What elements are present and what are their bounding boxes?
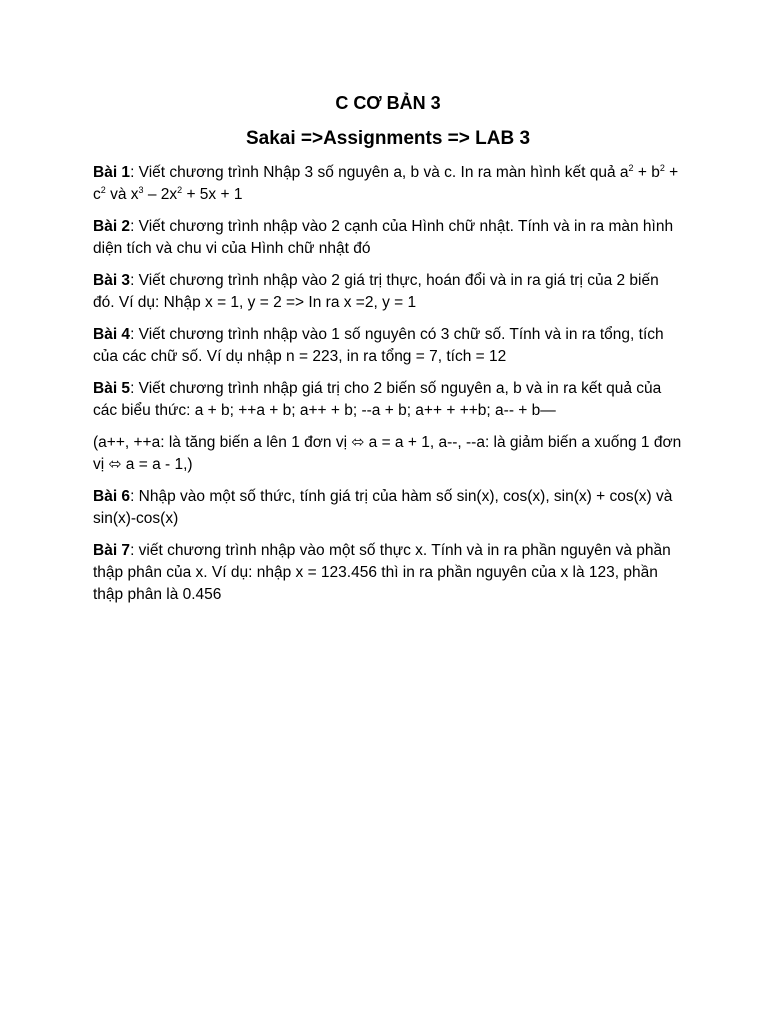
exercise-5-label: Bài 5 bbox=[93, 380, 131, 397]
exercise-4-label: Bài 4 bbox=[93, 326, 131, 343]
exercise-4 bbox=[93, 324, 683, 368]
exercise-7 bbox=[93, 540, 683, 606]
exercise-3 bbox=[93, 270, 683, 314]
exercise-1-text-part: + b bbox=[633, 164, 660, 181]
exercise-2-text: : Viết chương trình nhập vào 2 cạnh của Hình chữ nhật. Tính và in ra màn hình diện tích và chu vi của Hình chữ nhật đó bbox=[93, 218, 674, 257]
exercise-3-text: : Viết chương trình nhập vào 2 giá trị thực, hoán đổi và in ra giá trị của 2 biến đó. Ví dụ: Nhập x = 1, y = 2 => In ra x =2, y = 1 bbox=[93, 272, 659, 311]
exponent: 3 bbox=[138, 184, 144, 195]
exercise-2 bbox=[93, 216, 683, 260]
exercise-4-text: : Viết chương trình nhập vào 1 số nguyên có 3 chữ số. Tính và in ra tổng, tích của các chữ số. Ví dụ nhập n = 223, in ra tổng = 7, tích = 12 bbox=[93, 326, 664, 365]
document-page bbox=[93, 90, 683, 616]
exercise-7-text: : viết chương trình nhập vào một số thực x. Tính và in ra phần nguyên và phần thập phân của x. Ví dụ: nhập x = 123.456 thì in ra phần nguyên của x là 123, phần thập phân là 0.456 bbox=[93, 542, 671, 603]
exercise-1-text-part: và x bbox=[105, 186, 139, 203]
exercise-1-text-part: : Viết chương trình Nhập 3 số nguyên a, b và c. In ra màn hình kết quả a bbox=[130, 164, 629, 181]
exponent: 2 bbox=[177, 184, 183, 195]
exercise-1-label: Bài 1 bbox=[93, 164, 131, 181]
exercise-6-label: Bài 6 bbox=[93, 488, 131, 505]
exercise-6 bbox=[93, 486, 683, 530]
exercise-5-text: : Viết chương trình nhập giá trị cho 2 biến số nguyên a, b và in ra kết quả của các biểu thức: a + b; ++a + b; a++ + b; --a + b; a++ + ++b; a-- + b— bbox=[93, 380, 662, 419]
exercise-1 bbox=[93, 162, 683, 206]
exercise-7-label: Bài 7 bbox=[93, 542, 131, 559]
exercise-1-text-part: – 2x bbox=[143, 186, 178, 203]
exercise-1-text-part: + c bbox=[93, 164, 679, 203]
exponent: 2 bbox=[628, 162, 634, 173]
exponent: 2 bbox=[659, 162, 665, 173]
exercise-5 bbox=[93, 378, 683, 422]
exercise-1-text-part: + 5x + 1 bbox=[182, 186, 243, 203]
exercise-5-note: (a++, ++a: là tăng biến a lên 1 đơn vị ⬄ a = a + 1, a--, --a: là giảm biến a xuống 1 đơn vị ⬄ a = a - 1,) bbox=[93, 434, 682, 473]
exercise-3-label: Bài 3 bbox=[93, 272, 131, 289]
document-subtitle: Sakai =>Assignments => LAB 3 bbox=[245, 128, 531, 149]
exercise-6-text: : Nhập vào một số thức, tính giá trị của hàm số sin(x), cos(x), sin(x) + cos(x) và sin(x)-cos(x) bbox=[93, 488, 673, 527]
exponent: 2 bbox=[100, 184, 106, 195]
exercise-2-label: Bài 2 bbox=[93, 218, 131, 235]
document-title: C CƠ BẢN 3 bbox=[335, 93, 441, 113]
